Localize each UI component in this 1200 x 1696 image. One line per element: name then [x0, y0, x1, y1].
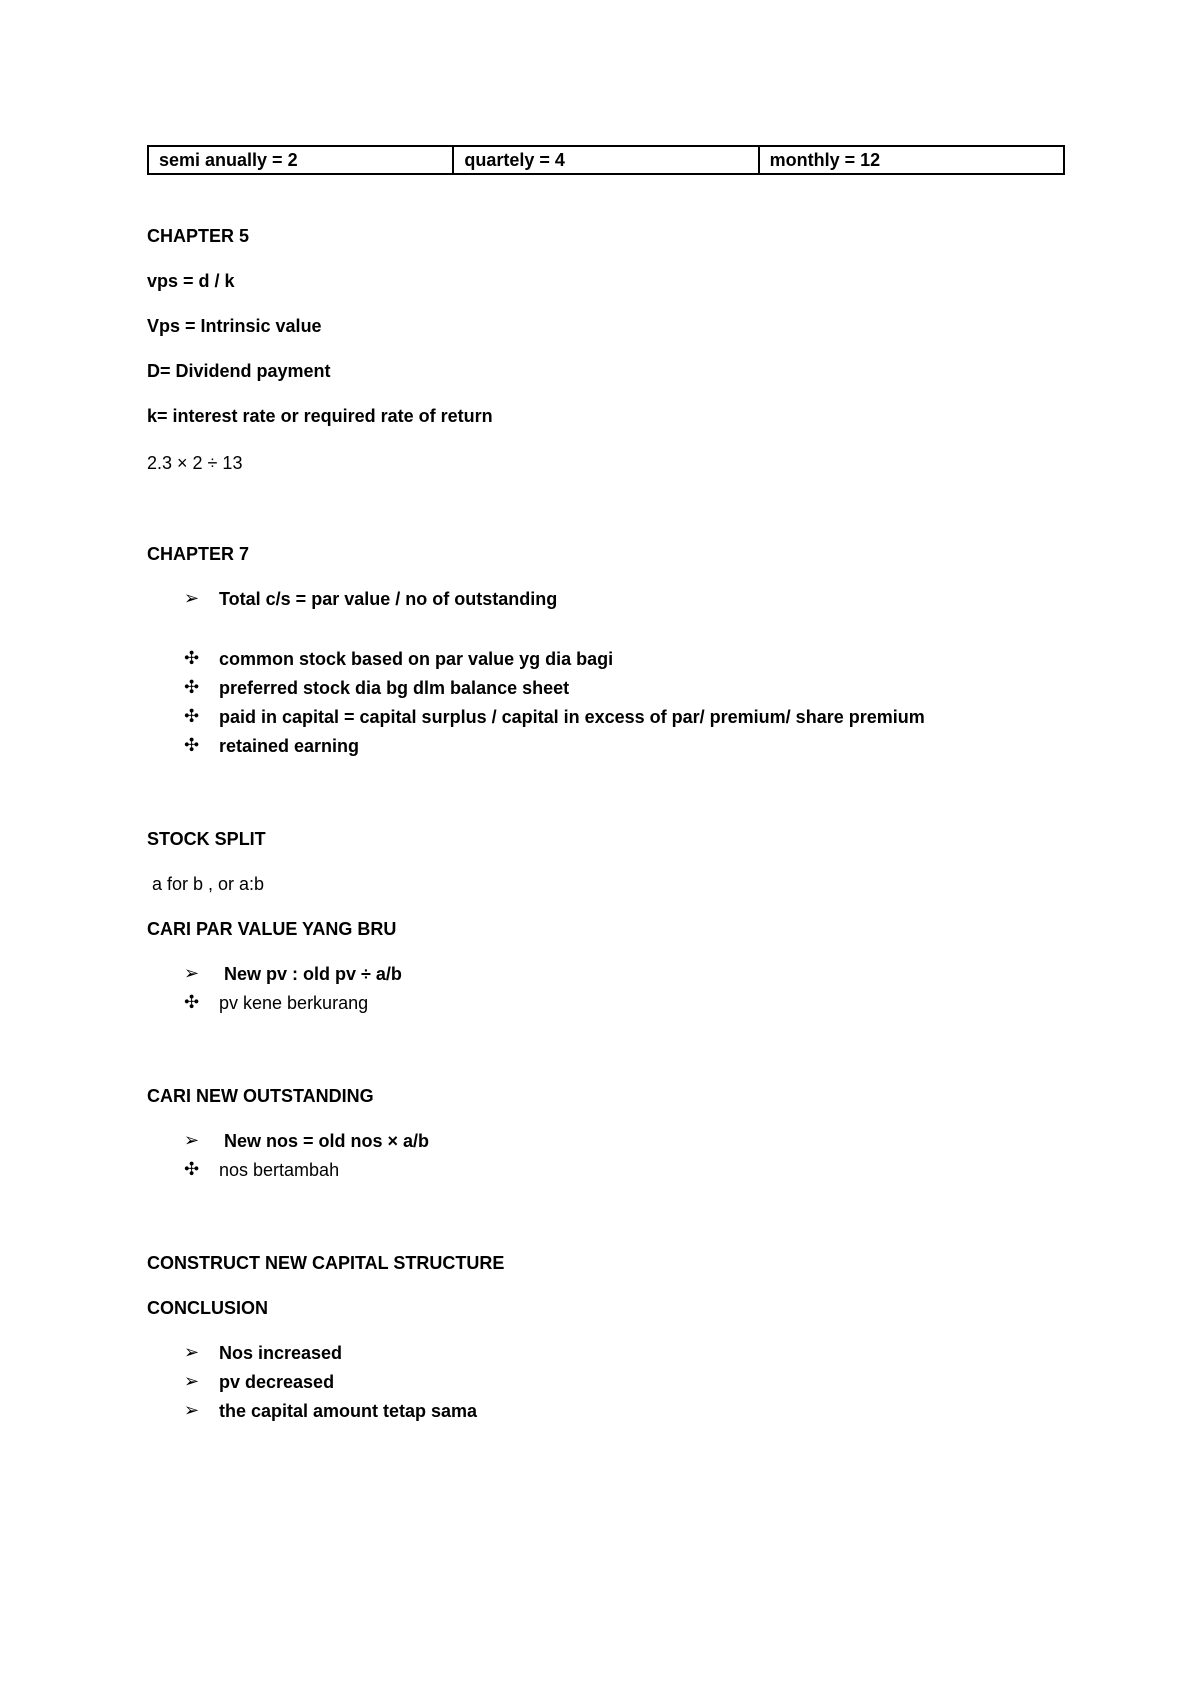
- par-value-formula: New pv : old pv ÷ a/b: [219, 964, 402, 984]
- four-diamond-bullet-icon: ✣: [184, 677, 200, 698]
- chapter7-heading: CHAPTER 7: [147, 544, 250, 564]
- list-item: Nos increased: [219, 1343, 343, 1363]
- new-outstanding-note: nos bertambah: [219, 1160, 340, 1180]
- four-diamond-bullet-icon: ✣: [184, 992, 200, 1013]
- chapter5-formula: vps = d / k: [147, 271, 235, 291]
- new-outstanding-formula: New nos = old nos × a/b: [219, 1131, 430, 1151]
- list-item: the capital amount tetap sama: [219, 1401, 478, 1421]
- chapter7-arrow-item: Total c/s = par value / no of outstanding: [219, 589, 558, 609]
- new-outstanding-heading: CARI NEW OUTSTANDING: [147, 1086, 374, 1106]
- chapter5-vps-definition: Vps = Intrinsic value: [147, 316, 322, 336]
- monthly-cell: monthly = 12: [759, 146, 1064, 174]
- list-item: common stock based on par value yg dia bagi: [219, 649, 614, 669]
- four-diamond-bullet-icon: ✣: [184, 648, 200, 669]
- stock-split-heading: STOCK SPLIT: [147, 829, 266, 849]
- chapter5-heading: CHAPTER 5: [147, 226, 250, 246]
- par-value-heading: CARI PAR VALUE YANG BRU: [147, 919, 397, 939]
- stock-split-ratio: a for b , or a:b: [147, 874, 265, 894]
- arrow-bullet-icon: ➢: [184, 963, 200, 984]
- chapter5-example: 2.3 × 2 ÷ 13: [147, 453, 243, 473]
- arrow-bullet-icon: ➢: [184, 588, 200, 609]
- table-row: [148, 146, 1064, 174]
- arrow-bullet-icon: ➢: [184, 1400, 200, 1421]
- arrow-bullet-icon: ➢: [184, 1342, 200, 1363]
- arrow-bullet-icon: ➢: [184, 1130, 200, 1151]
- chapter5-k-definition: k= interest rate or required rate of return: [147, 406, 493, 426]
- semi-annually-cell: semi anually = 2: [148, 146, 453, 174]
- four-diamond-bullet-icon: ✣: [184, 706, 200, 727]
- list-item: preferred stock dia bg dlm balance sheet: [219, 678, 570, 698]
- list-item: pv decreased: [219, 1372, 335, 1392]
- frequency-table: [147, 145, 1065, 175]
- list-item: retained earning: [219, 736, 360, 756]
- list-item: paid in capital = capital surplus / capital in excess of par/ premium/ share premium: [219, 707, 925, 727]
- par-value-note: pv kene berkurang: [219, 993, 369, 1013]
- chapter5-d-definition: D= Dividend payment: [147, 361, 331, 381]
- construct-capital-structure-heading: CONSTRUCT NEW CAPITAL STRUCTURE: [147, 1253, 505, 1273]
- four-diamond-bullet-icon: ✣: [184, 1159, 200, 1180]
- quarterly-cell: quartely = 4: [453, 146, 758, 174]
- arrow-bullet-icon: ➢: [184, 1371, 200, 1392]
- conclusion-heading: CONCLUSION: [147, 1298, 268, 1318]
- four-diamond-bullet-icon: ✣: [184, 735, 200, 756]
